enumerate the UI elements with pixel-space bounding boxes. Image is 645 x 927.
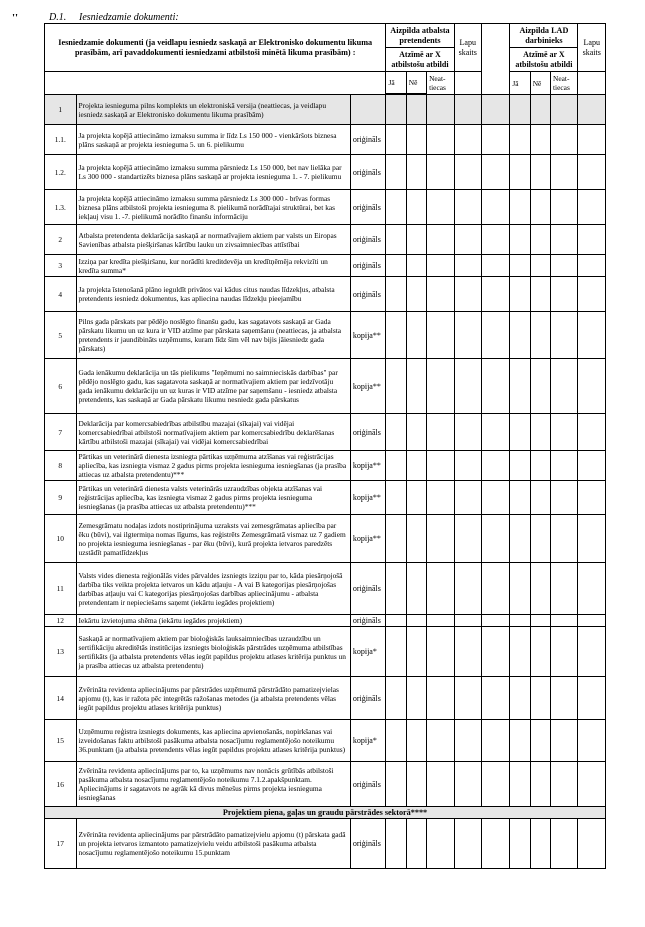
cell-yes-lad[interactable] (510, 125, 530, 155)
cell-na-lad[interactable] (551, 762, 578, 807)
cell-pages-lad[interactable] (578, 615, 606, 627)
row-description: Projekta iesnieguma pilns komplekts un elektroniskā versija (neattiecas, ja veidlapu iesniedz saskaņā ar Elektronisko dokumentu likuma prasībām) (76, 95, 350, 125)
cell-yes-lad[interactable] (510, 277, 530, 312)
cell-no-lad[interactable] (530, 819, 550, 869)
header-mark-x-lad: Atzīmē ar X atbilstošu atbildi (510, 48, 578, 72)
row-document-form: kopija** (350, 481, 386, 515)
cell-yes-lad[interactable] (510, 615, 530, 627)
row-number: 17 (45, 819, 77, 869)
row-description: Deklarācija par komercsabiedrības atbilstību mazajai (sīkajai) vai vidējai komercsabiedrībai atbilstoši normatīvajiem aktiem par komercsabiedrību deklarēšanas kārtību atbilstoši mazajai (sīkajai) vai vidējai komercsabiedrībai (76, 414, 350, 451)
cell-pages-lad[interactable] (578, 359, 606, 414)
cell-pages-lad[interactable] (578, 677, 606, 720)
section-title: Iesniedzamie dokumenti: (79, 12, 179, 23)
row-number: 12 (45, 615, 77, 627)
row-document-form: oriģināls (350, 225, 386, 255)
header-yes-lad: Jā (510, 72, 530, 95)
document-row (45, 762, 606, 807)
cell-na-lad[interactable] (551, 255, 578, 277)
cell-pages-applicant[interactable] (454, 720, 481, 762)
cell-no-applicant[interactable] (406, 515, 426, 563)
row-description: Atbalsta pretendenta deklarācija saskaņā ar normatīvajiem aktiem par valsts un Eiropas Savienības atbalsta piešķiršanas kārtību lauku un zivsaimniecības attīstībai (76, 225, 350, 255)
cell-yes-lad[interactable] (510, 481, 530, 515)
cell-yes-applicant[interactable] (386, 95, 406, 125)
header-na-lad: Neat-tiecas (551, 72, 578, 95)
cell-no-lad[interactable] (530, 125, 550, 155)
cell-na-lad[interactable] (551, 720, 578, 762)
cell-spacer (481, 819, 509, 869)
document-row (45, 225, 606, 255)
cell-spacer (481, 762, 509, 807)
cell-no-lad[interactable] (530, 312, 550, 359)
cell-yes-applicant[interactable] (386, 563, 406, 615)
cell-no-lad[interactable] (530, 720, 550, 762)
cell-yes-lad[interactable] (510, 627, 530, 677)
cell-yes-lad[interactable] (510, 190, 530, 225)
cell-no-applicant[interactable] (406, 627, 426, 677)
cell-na-lad[interactable] (551, 819, 578, 869)
cell-pages-lad[interactable] (578, 95, 606, 125)
row-description: Pilns gada pārskats par pēdējo noslēgto finanšu gadu, kas sagatavots saskaņā ar Gada pārskatu likumu un uz kura ir VID atzīme par pārskata saņemšanu (neattiecas, ja atbalsta pretendents ir jaundibināts uzņēmums, kuram līdz šim vēl nav bijis jāiesniedz gada pārskats) (76, 312, 350, 359)
cell-na-lad[interactable] (551, 155, 578, 190)
row-description: Izziņa par kredīta piešķiršanu, kur norādīti kreditdevēja un kredītņēmēja rekvizīti un kredīta summa* (76, 255, 350, 277)
cell-yes-applicant[interactable] (386, 615, 406, 627)
cell-yes-applicant[interactable] (386, 762, 406, 807)
cell-yes-lad[interactable] (510, 255, 530, 277)
cell-na-applicant[interactable] (427, 190, 454, 225)
row-description: Uzņēmumu reģistra izsniegts dokuments, kas apliecina apvienošanās, nopirkšanas vai izveidošanas faktu atbilstoši pasākuma atbalsta nosacījumu reglamentējošo noteikumu 36.punktam (ja atbalsta pretendents vēlas iegūt papildus projektu atlases kritērija punktus) (76, 720, 350, 762)
cell-spacer (481, 627, 509, 677)
cell-pages-applicant[interactable] (454, 95, 481, 125)
row-number: 2 (45, 225, 77, 255)
cell-pages-applicant[interactable] (454, 819, 481, 869)
cell-pages-applicant[interactable] (454, 563, 481, 615)
cell-yes-applicant[interactable] (386, 451, 406, 481)
cell-na-lad[interactable] (551, 190, 578, 225)
cell-pages-applicant[interactable] (454, 451, 481, 481)
cell-pages-lad[interactable] (578, 277, 606, 312)
cell-pages-applicant[interactable] (454, 359, 481, 414)
cell-na-lad[interactable] (551, 481, 578, 515)
row-document-form: kopija* (350, 720, 386, 762)
cell-no-applicant[interactable] (406, 451, 426, 481)
cell-no-lad[interactable] (530, 451, 550, 481)
cell-no-applicant[interactable] (406, 677, 426, 720)
cell-no-lad[interactable] (530, 255, 550, 277)
cell-yes-applicant[interactable] (386, 225, 406, 255)
sector-heading: Projektiem piena, gaļas un graudu pārstrādes sektorā**** (45, 807, 606, 819)
document-row (45, 255, 606, 277)
row-description: Gada ienākumu deklarācija un tās pielikums "Ieņēmumi no saimnieciskās darbības" par pēdējo noslēgto gadu, kas sagatavota saskaņā ar normatīvajiem aktiem par iedzīvotāju gada ienākumu deklarāciju un uz kuras ir VID atzīme par saņemšanu - iesniedz atbalsta pretendents, kas saskaņā ar Gada pārskatu likumu nesniedz gada pārskatus (76, 359, 350, 414)
cell-na-applicant[interactable] (427, 125, 454, 155)
cell-pages-applicant[interactable] (454, 125, 481, 155)
cell-spacer (481, 95, 509, 125)
row-number: 13 (45, 627, 77, 677)
cell-na-lad[interactable] (551, 359, 578, 414)
cell-yes-lad[interactable] (510, 762, 530, 807)
document-row (45, 481, 606, 515)
cell-na-applicant[interactable] (427, 677, 454, 720)
cell-pages-applicant[interactable] (454, 762, 481, 807)
cell-pages-lad[interactable] (578, 515, 606, 563)
document-row (45, 312, 606, 359)
row-number: 3 (45, 255, 77, 277)
cell-na-lad[interactable] (551, 277, 578, 312)
document-row (45, 414, 606, 451)
document-row (45, 627, 606, 677)
row-number: 1 (45, 95, 77, 125)
cell-pages-lad[interactable] (578, 414, 606, 451)
documents-body (45, 95, 606, 869)
cell-no-lad[interactable] (530, 225, 550, 255)
row-document-form: kopija** (350, 312, 386, 359)
row-document-form: kopija** (350, 451, 386, 481)
cell-spacer (481, 414, 509, 451)
header-pages-applicant-cont (454, 72, 481, 95)
row-description: Pārtikas un veterinārā dienesta valsts veterinārās uzraudzības objekta atzīšanas vai reģistrācijas apliecība, kas izsniegta vismaz 2 gadus pirms projekta iesnieguma iesniegšanas (ja prasība attiecas uz atbalsta pretendentu)*** (76, 481, 350, 515)
cell-pages-lad[interactable] (578, 819, 606, 869)
cell-pages-lad[interactable] (578, 155, 606, 190)
document-row (45, 563, 606, 615)
cell-pages-lad[interactable] (578, 720, 606, 762)
cell-pages-lad[interactable] (578, 451, 606, 481)
document-row (45, 677, 606, 720)
cell-yes-applicant[interactable] (386, 677, 406, 720)
header-applicant: Aizpilda atbalsta pretendents (386, 24, 454, 48)
cell-pages-applicant[interactable] (454, 481, 481, 515)
row-number: 1.1. (45, 125, 77, 155)
row-document-form: oriģināls (350, 155, 386, 190)
row-number: 11 (45, 563, 77, 615)
document-row (45, 451, 606, 481)
row-number: 9 (45, 481, 77, 515)
cell-yes-applicant[interactable] (386, 155, 406, 190)
cell-no-applicant[interactable] (406, 481, 426, 515)
cell-na-applicant[interactable] (427, 225, 454, 255)
header-na-applicant: Neat-tiecas (427, 72, 454, 95)
cell-yes-lad[interactable] (510, 225, 530, 255)
cell-yes-lad[interactable] (510, 155, 530, 190)
cell-yes-applicant[interactable] (386, 359, 406, 414)
cell-na-lad[interactable] (551, 414, 578, 451)
document-row (45, 125, 606, 155)
document-row (45, 819, 606, 869)
cell-no-lad[interactable] (530, 627, 550, 677)
document-row (45, 359, 606, 414)
cell-pages-applicant[interactable] (454, 627, 481, 677)
cell-no-lad[interactable] (530, 155, 550, 190)
cell-pages-lad[interactable] (578, 762, 606, 807)
header-pages-applicant: Lapu skaits (454, 24, 481, 72)
cell-pages-applicant[interactable] (454, 225, 481, 255)
cell-na-applicant[interactable] (427, 277, 454, 312)
cell-yes-applicant[interactable] (386, 414, 406, 451)
row-number: 16 (45, 762, 77, 807)
cell-pages-applicant[interactable] (454, 277, 481, 312)
cell-no-applicant[interactable] (406, 762, 426, 807)
cell-spacer (481, 451, 509, 481)
cell-na-lad[interactable] (551, 627, 578, 677)
document-row (45, 515, 606, 563)
row-document-form: oriģināls (350, 762, 386, 807)
cell-na-lad[interactable] (551, 515, 578, 563)
cell-no-applicant[interactable] (406, 277, 426, 312)
cell-no-applicant[interactable] (406, 225, 426, 255)
header-lad: Aizpilda LAD darbinieks (510, 24, 578, 48)
header-spacer (481, 24, 509, 95)
cell-no-applicant[interactable] (406, 615, 426, 627)
cell-no-applicant[interactable] (406, 125, 426, 155)
row-description: Zemesgrāmatu nodaļas izdots nostiprinājuma uzraksts vai zemesgrāmatas apliecība par ēku (būvi), vai ilgtermiņa nomas līgums, kas reģistrēts Zemesgrāmatā vismaz uz 7 gadiem no projekta iesnieguma iesniegšanas - par ēku (būvi), kurā projekta ietvaros paredzēts uzstādīt pamatlīdzekļus (76, 515, 350, 563)
row-description: Ja projekta īstenošanā plāno ieguldīt privātos vai kādus citus naudas līdzekļus, atbalsta pretendents iesniedz dokumentus, kas apliecina naudas līdzekļu pieejamību (76, 277, 350, 312)
header-no-applicant: Nē (406, 72, 426, 94)
cell-no-lad[interactable] (530, 563, 550, 615)
cell-no-applicant[interactable] (406, 190, 426, 225)
document-row (45, 720, 606, 762)
cell-yes-lad[interactable] (510, 312, 530, 359)
cell-pages-applicant[interactable] (454, 515, 481, 563)
row-document-form: oriģināls (350, 819, 386, 869)
row-description: Ja projekta kopējā attiecināmo izmaksu summa pārsniedz Ls 150 000, bet nav lielāka par Ls 300 000 - standartizēts biznesa plāns saskaņā ar projekta iesnieguma 1. - 7. pielikumu (76, 155, 350, 190)
row-number: 14 (45, 677, 77, 720)
document-row (45, 615, 606, 627)
cell-pages-applicant[interactable] (454, 312, 481, 359)
cell-yes-applicant[interactable] (386, 819, 406, 869)
cell-no-lad[interactable] (530, 277, 550, 312)
header-main: Iesniedzamie dokumenti (ja veidlapu iesniedz saskaņā ar Elektronisko dokumentu likuma prasībām, arī pavaddokumenti iesniedzami atbilstoši minētā likuma prasībām) : (45, 24, 386, 72)
row-description: Saskaņā ar normatīvajiem aktiem par bioloģiskās lauksaimniecības uzraudzību un sertifikāciju akreditētās institūcijas izsniegts bioloģiskās pārstrādes uzņēmuma atbilstības sertifikāts (ja atbalsta pretendents vēlas iegūt papildus projektu atlases kritērija punktus un ja prasība attiecas uz atbalsta pretendentu) (76, 627, 350, 677)
cell-yes-applicant[interactable] (386, 720, 406, 762)
cell-no-applicant[interactable] (406, 359, 426, 414)
header-mark-x-applicant: Atzīmē ar X atbilstošu atbildi (386, 48, 454, 72)
cell-na-applicant[interactable] (427, 359, 454, 414)
cell-no-lad[interactable] (530, 359, 550, 414)
cell-pages-lad[interactable] (578, 225, 606, 255)
cell-pages-applicant[interactable] (454, 615, 481, 627)
row-document-form: oriģināls (350, 414, 386, 451)
cell-na-applicant[interactable] (427, 95, 454, 125)
cell-na-applicant[interactable] (427, 627, 454, 677)
row-document-form: oriģināls (350, 190, 386, 225)
row-description: Zvērināta revidenta apliecinājums par pārstrādāto pamatizejvielu apjomu (t) pārskata gadā un projekta ietvaros izmantoto pamatizejvielu veidu atbilstoši pasākuma atbalsta nosacījumu reglamentējošo noteikumu 15.punktam (76, 819, 350, 869)
cell-no-applicant[interactable] (406, 819, 426, 869)
cell-yes-lad[interactable] (510, 451, 530, 481)
document-row (45, 95, 606, 125)
cell-yes-applicant[interactable] (386, 255, 406, 277)
row-document-form (350, 95, 386, 125)
row-document-form: oriģināls (350, 277, 386, 312)
cell-na-lad[interactable] (551, 225, 578, 255)
cell-yes-lad[interactable] (510, 359, 530, 414)
cell-na-lad[interactable] (551, 451, 578, 481)
documents-table (44, 23, 606, 869)
cell-no-lad[interactable] (530, 414, 550, 451)
row-description: Zvērināta revidenta apliecinājums par to, ka uzņēmums nav nonācis grūtībās atbilstoši pasākuma atbalsta nosacījumu reglamentējošo noteikumu 7.1.2.apakšpunktam. Apliecinājums ir sagatavots ne agrāk kā divus mēnešus pirms projekta iesnieguma iesniegšanas (76, 762, 350, 807)
cell-yes-applicant[interactable] (386, 277, 406, 312)
cell-spacer (481, 615, 509, 627)
cell-na-applicant[interactable] (427, 762, 454, 807)
cell-na-applicant[interactable] (427, 515, 454, 563)
cell-na-applicant[interactable] (427, 819, 454, 869)
cell-spacer (481, 312, 509, 359)
cell-no-applicant[interactable] (406, 312, 426, 359)
row-number: 8 (45, 451, 77, 481)
row-description: Iekārtu izvietojuma shēma (iekārtu iegādes projektiem) (76, 615, 350, 627)
cell-spacer (481, 155, 509, 190)
row-document-form: oriģināls (350, 563, 386, 615)
cell-spacer (481, 255, 509, 277)
cell-pages-lad[interactable] (578, 312, 606, 359)
cell-no-lad[interactable] (530, 677, 550, 720)
cell-na-lad[interactable] (551, 677, 578, 720)
cell-pages-applicant[interactable] (454, 155, 481, 190)
cell-na-applicant[interactable] (427, 312, 454, 359)
cell-no-applicant[interactable] (406, 720, 426, 762)
row-number: 6 (45, 359, 77, 414)
cell-pages-applicant[interactable] (454, 255, 481, 277)
cell-yes-applicant[interactable] (386, 125, 406, 155)
cell-spacer (481, 563, 509, 615)
cell-na-applicant[interactable] (427, 615, 454, 627)
cell-na-lad[interactable] (551, 125, 578, 155)
row-description: Ja projekta kopējā attiecināmo izmaksu summa ir līdz Ls 150 000 - vienkāršots biznesa plāns saskaņā ar projekta iesnieguma 5. un 6. pielikumu (76, 125, 350, 155)
cell-pages-lad[interactable] (578, 125, 606, 155)
cell-yes-applicant[interactable] (386, 190, 406, 225)
header-main-cont (45, 72, 386, 95)
cell-pages-lad[interactable] (578, 481, 606, 515)
cell-na-lad[interactable] (551, 615, 578, 627)
cell-yes-lad[interactable] (510, 95, 530, 125)
cell-na-applicant[interactable] (427, 255, 454, 277)
cell-pages-lad[interactable] (578, 627, 606, 677)
header-no-lad: Nē (530, 72, 550, 95)
row-description: Ja projekta kopējā attiecināmo izmaksu summa pārsniedz Ls 300 000 - brīvas formas biznesa plāns atbilstoši projekta iesnieguma 8. pielikumā norādītajai struktūrai, bet kas iekļauj visu 1. -7. pielikumā norādīto finanšu informāciju (76, 190, 350, 225)
cell-spacer (481, 225, 509, 255)
cell-pages-lad[interactable] (578, 255, 606, 277)
cell-na-lad[interactable] (551, 95, 578, 125)
cell-spacer (481, 481, 509, 515)
document-row (45, 190, 606, 225)
header-yes-applicant: Jā (386, 72, 406, 94)
row-document-form: kopija** (350, 515, 386, 563)
cell-na-lad[interactable] (551, 563, 578, 615)
sector-heading-row (45, 807, 606, 819)
row-document-form: oriģināls (350, 125, 386, 155)
cell-pages-applicant[interactable] (454, 190, 481, 225)
cell-spacer (481, 125, 509, 155)
cell-spacer (481, 277, 509, 312)
row-document-form: oriģināls (350, 615, 386, 627)
cell-spacer (481, 677, 509, 720)
cell-na-applicant[interactable] (427, 414, 454, 451)
row-description: Valsts vides dienesta reģionālās vides pārvaldes izsniegts izziņu par to, kāda piesārņojošā darbība tiks veikta projekta ietvaros un kādu atļauju - A vai B kategorijas piesārņojošas darbības atļauju vai C kategorijas piesārņojošas darbības apliecinājumu - atbalsta pretendentam ir nepieciešams saņemt (iekārtu iegādes projektiem) (76, 563, 350, 615)
row-number: 4 (45, 277, 77, 312)
row-document-form: kopija* (350, 627, 386, 677)
cell-no-applicant[interactable] (406, 563, 426, 615)
cell-no-lad[interactable] (530, 95, 550, 125)
cell-yes-applicant[interactable] (386, 627, 406, 677)
cell-na-applicant[interactable] (427, 563, 454, 615)
row-document-form: oriģināls (350, 677, 386, 720)
cell-pages-lad[interactable] (578, 190, 606, 225)
cell-spacer (481, 190, 509, 225)
cell-na-applicant[interactable] (427, 451, 454, 481)
header-pages-lad-cont (578, 72, 606, 95)
cell-yes-applicant[interactable] (386, 481, 406, 515)
cell-yes-lad[interactable] (510, 819, 530, 869)
cell-no-lad[interactable] (530, 481, 550, 515)
cell-na-applicant[interactable] (427, 720, 454, 762)
section-number: D.1. (49, 12, 67, 23)
section-heading (49, 12, 179, 23)
row-document-form: kopija** (350, 359, 386, 414)
cell-no-applicant[interactable] (406, 255, 426, 277)
row-number: 1.3. (45, 190, 77, 225)
cell-yes-applicant[interactable] (386, 515, 406, 563)
cell-na-lad[interactable] (551, 312, 578, 359)
cell-yes-lad[interactable] (510, 677, 530, 720)
cell-no-lad[interactable] (530, 515, 550, 563)
cell-spacer (481, 515, 509, 563)
row-number: 15 (45, 720, 77, 762)
header-pages-lad: Lapu skaits (578, 24, 606, 72)
cell-yes-lad[interactable] (510, 515, 530, 563)
cell-na-applicant[interactable] (427, 155, 454, 190)
cell-yes-applicant[interactable] (386, 312, 406, 359)
cell-pages-applicant[interactable] (454, 414, 481, 451)
cell-no-lad[interactable] (530, 190, 550, 225)
cell-yes-lad[interactable] (510, 720, 530, 762)
cell-no-lad[interactable] (530, 615, 550, 627)
cell-yes-lad[interactable] (510, 563, 530, 615)
row-number: 7 (45, 414, 77, 451)
row-description: Pārtikas un veterinārā dienesta izsniegta pārtikas uzņēmuma atzīšanas vai reģistrācijas apliecība, kas izsniegta vismaz 2 gadus pirms projekta iesnieguma iesniegšanas (ja prasība attiecas uz atbalsta pretendentu)*** (76, 451, 350, 481)
cell-spacer (481, 359, 509, 414)
cell-na-applicant[interactable] (427, 481, 454, 515)
document-row (45, 277, 606, 312)
cell-no-lad[interactable] (530, 762, 550, 807)
cell-no-applicant[interactable] (406, 155, 426, 190)
document-row (45, 155, 606, 190)
cell-no-applicant[interactable] (406, 414, 426, 451)
cell-pages-applicant[interactable] (454, 677, 481, 720)
row-number: 10 (45, 515, 77, 563)
cell-pages-lad[interactable] (578, 563, 606, 615)
row-document-form: oriģināls (350, 255, 386, 277)
quote-marks: '' (12, 12, 19, 24)
cell-spacer (481, 720, 509, 762)
cell-yes-lad[interactable] (510, 414, 530, 451)
cell-no-applicant[interactable] (406, 95, 426, 125)
row-number: 1.2. (45, 155, 77, 190)
row-number: 5 (45, 312, 77, 359)
row-description: Zvērināta revidenta apliecinājums par pārstrādes uzņēmumā pārstrādāto pamatizejvielas apjomu (t), kas ir ražota pēc integrētās ražošanas metodes (ja atbalsta pretendents vēlas iegūt papildus projektu atlases kritērija punktus) (76, 677, 350, 720)
